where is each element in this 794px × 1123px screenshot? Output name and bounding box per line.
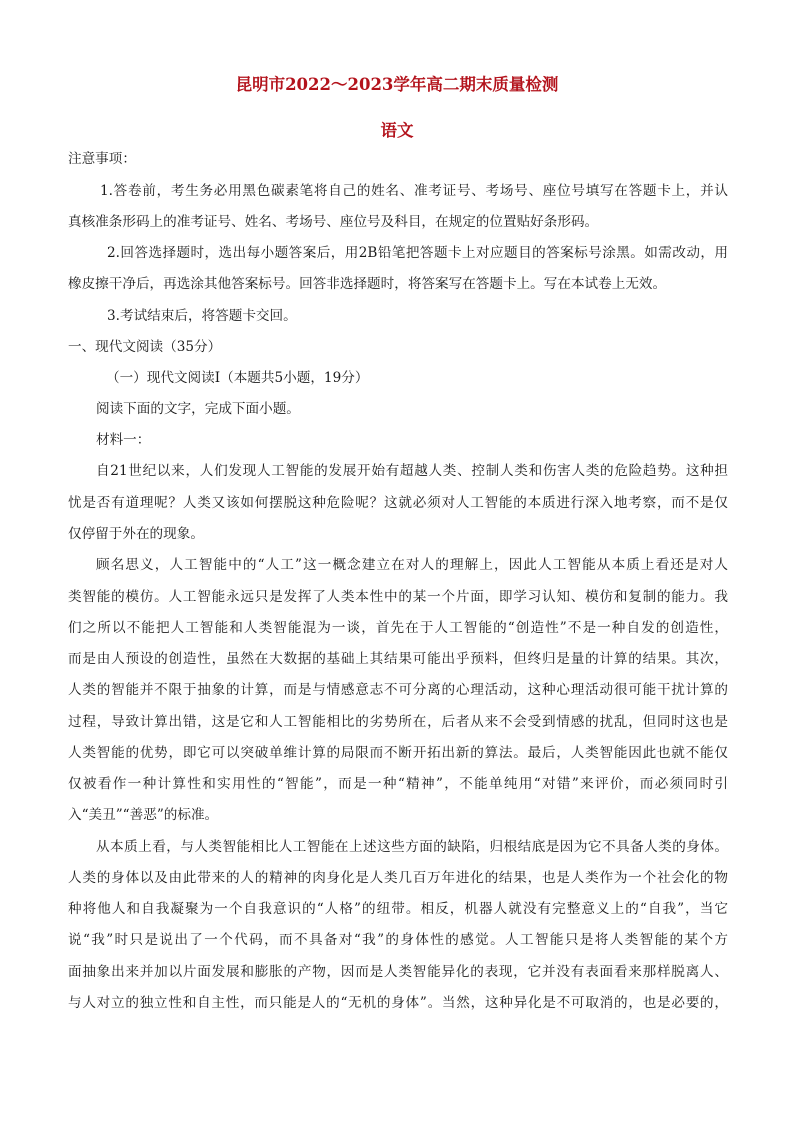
subject-title: 语文: [380, 121, 414, 140]
notes-item-1-line-2: 真核准条形码上的准考证号、姓名、考场号、座位号及科目，在规定的位置贴好条形码。: [68, 214, 599, 230]
notes-item-1-line-1: 1.答卷前，考生务必用黑色碳素笔将自己的姓名、准考证号、考场号、座位号填写在答题卡上，并认: [100, 183, 728, 199]
notes-item-3: 3.考试结束后，将答题卡交回。: [107, 308, 297, 324]
passage-line: 们之所以不能把人工智能和人类智能混为一谈，首先在于人工智能的“创造性”不是一种自发的创造性，: [68, 620, 728, 636]
section-heading: 一、现代文阅读（35分）: [68, 339, 222, 355]
passage-line: 而是由人预设的创造性，虽然在大数据的基础上其结果可能出乎预料，但终归是量的计算的结果。其次，: [68, 651, 728, 667]
passage-line: 类智能的模仿。人工智能永远只是发挥了人类本性中的某一个片面，即学习认知、模仿和复制的能力。我: [68, 589, 728, 605]
passage-line: 忧是否有道理呢？人类又该如何摆脱这种危险呢？这就必须对人工智能的本质进行深入地考察，而不是仅: [68, 495, 728, 511]
passage-line: 入“美丑”“善恶”的标准。: [68, 807, 219, 823]
passage-line: 自21世纪以来，人们发现人工智能的发展开始有超越人类、控制人类和伤害人类的危险趋势。这种担: [96, 463, 728, 479]
passage-line: 说“我”时只是说出了一个代码，而不具备对“我”的身体性的感觉。人工智能只是将人类智能的某个方: [68, 932, 728, 948]
exam-title: 昆明市2022～2023学年高二期末质量检测: [235, 75, 559, 94]
passage-line: 过程，导致计算出错，这是它和人工智能相比的劣势所在，后者从来不会受到情感的扰乱，但同时这也是: [68, 714, 728, 730]
section-instruction: 阅读下面的文字，完成下面小题。: [96, 401, 300, 417]
notes-item-2-line-2: 橡皮擦干净后，再选涂其他答案标号。回答非选择题时，将答案写在答题卡上。写在本试卷上无效。: [68, 276, 667, 292]
material-label: 材料一：: [96, 432, 151, 448]
passage-line: 仅停留于外在的现象。: [68, 526, 204, 542]
notes-heading: 注意事项：: [68, 151, 136, 167]
section-subheading: （一）现代文阅读Ⅰ（本题共5小题，19分）: [106, 370, 369, 386]
passage-line: 人类智能的优势，即它可以突破单维计算的局限而不断开拓出新的算法。最后，人类智能因此也就不能仅: [68, 745, 728, 761]
passage-line: 种将他人和自我凝聚为一个自我意识的“人格”的纽带。相反，机器人就没有完整意义上的“自我”，当它: [68, 901, 728, 917]
passage-line: 顾名思义，人工智能中的“人工”这一概念建立在对人的理解上，因此人工智能从本质上看还是对人: [96, 557, 728, 573]
passage-line: 面抽象出来并加以片面发展和膨胀的产物，因而是人类智能异化的表现，它并没有表面看来那样脱离人、: [68, 964, 728, 980]
passage-line: 人类的身体以及由此带来的人的精神的肉身化是人类几百万年进化的结果，也是人类作为一个社会化的物: [68, 870, 728, 886]
passage-line: 人类的智能并不限于抽象的计算，而是与情感意志不可分离的心理活动，这种心理活动很可能干扰计算的: [68, 682, 728, 698]
notes-item-2-line-1: 2.回答选择题时，选出每小题答案后，用2B铅笔把答题卡上对应题目的答案标号涂黑。如需改动，用: [107, 245, 728, 261]
passage-line: 从本质上看，与人类智能相比人工智能在上述这些方面的缺陷，归根结底是因为它不具备人类的身体。: [96, 839, 728, 855]
passage-line: 仅被看作一种计算性和实用性的“智能”，而是一种“精神”，不能单纯用“对错”来评价，而必须同时引: [68, 776, 728, 792]
passage-line: 与人对立的独立性和自主性，而只能是人的“无机的身体”。当然，这种异化是不可取消的，也是必要的，: [68, 995, 728, 1011]
